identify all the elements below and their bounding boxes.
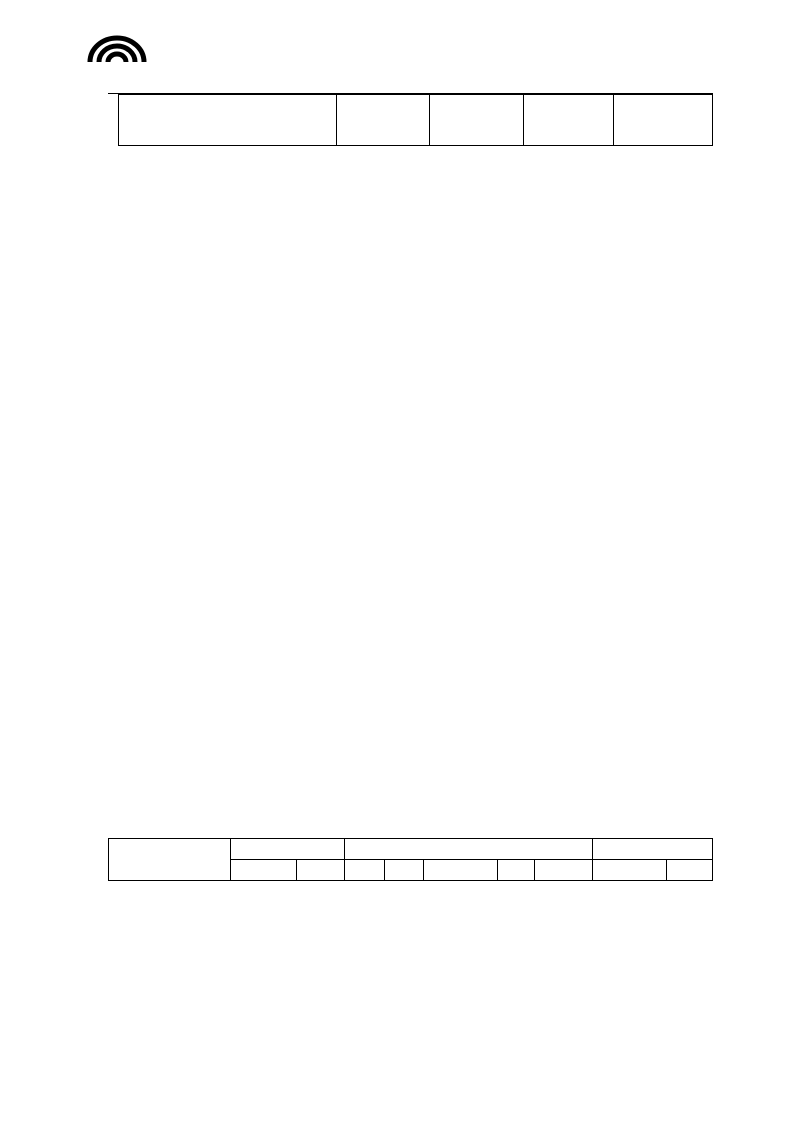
col-new-issue (344, 860, 384, 881)
yutong-arc-icon (84, 34, 150, 64)
group-after (593, 839, 713, 860)
col-conversion (424, 860, 498, 881)
financial-indicators-table (118, 94, 713, 146)
group-change (344, 839, 593, 860)
col-2005 (336, 95, 430, 146)
col-qty-after (593, 860, 667, 881)
col-qty (230, 860, 296, 881)
col-2004 (430, 95, 524, 146)
share-change-table (108, 838, 713, 881)
col-2003 (614, 95, 713, 146)
col-change (524, 95, 614, 146)
col-bonus (384, 860, 424, 881)
share-group-header (109, 839, 713, 860)
group-before (230, 839, 344, 860)
col-other (498, 860, 535, 881)
company-logo (72, 34, 162, 86)
col-ratio (296, 860, 344, 881)
col-ratio-after (666, 860, 712, 881)
col-subtotal (535, 860, 593, 881)
indicators-header-row (119, 95, 713, 146)
